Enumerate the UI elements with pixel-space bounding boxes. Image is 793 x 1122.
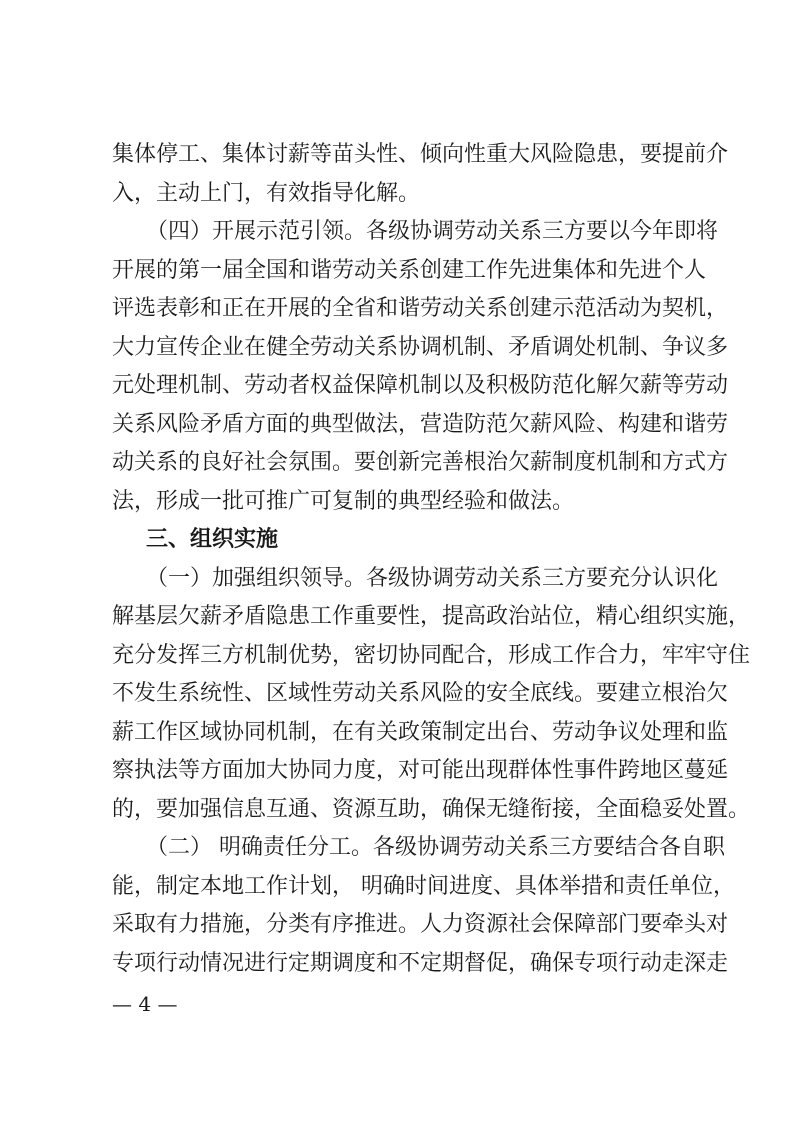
text-line: 开展的第一届全国和谐劳动关系创建工作先进集体和先进个人 <box>112 257 707 283</box>
text-line: 关系风险矛盾方面的典型做法，营造防范欠薪风险、构建和谐劳 <box>112 411 729 437</box>
text-line: 充分发挥三方机制优势，密切协同配合，形成工作合力，牢牢守住 <box>112 642 751 668</box>
text-line: 采取有力措施，分类有序推进。人力资源社会保障部门要牵头对 <box>112 912 729 937</box>
text-line: 评选表彰和正在开展的全省和谐劳动关系创建示范活动为契机， <box>112 296 729 321</box>
text-line: 专项行动情况进行定期调度和不定期督促，确保专项行动走深走 <box>112 950 729 976</box>
text-line: 大力宣传企业在健全劳动关系协调机制、矛盾调处机制、争议多 <box>112 334 729 360</box>
text-line: 的，要加强信息互通、资源互助，确保无缝衔接，全面稳妥处置。 <box>112 796 751 822</box>
page-number: — 4 — <box>112 992 178 1016</box>
text-line: 动关系的良好社会氛围。要创新完善根治欠薪制度机制和方式方 <box>112 450 729 475</box>
text-line: 入，主动上门，有效指导化解。 <box>112 180 421 206</box>
chapter-heading: 三、组织实施 <box>146 527 279 552</box>
section-heading-1: （一）加强组织领导。各级协调劳动关系三方要充分认识化 <box>146 565 719 591</box>
section-heading-2: （二） 明确责任分工。各级协调劳动关系三方要结合各自职 <box>146 835 725 860</box>
text-line: 集体停工、集体讨薪等苗头性、倾向性重大风险隐患，要提前介 <box>112 142 729 167</box>
text-line: 能，制定本地工作计划， 明确时间进度、具体举措和责任单位， <box>112 873 735 899</box>
section-heading-4: （四）开展示范引领。各级协调劳动关系三方要以今年即将 <box>146 219 719 244</box>
body-text <box>112 136 751 983</box>
text-line: 薪工作区域协同机制，在有关政策制定出台、劳动争议处理和监 <box>112 719 729 745</box>
text-line: 察执法等方面加大协同力度，对可能出现群体性事件跨地区蔓延 <box>112 758 729 783</box>
text-line: 法，形成一批可推广可复制的典型经验和做法。 <box>112 488 575 514</box>
text-line: 解基层欠薪矛盾隐患工作重要性，提高政治站位，精心组织实施， <box>112 604 751 629</box>
text-line: 元处理机制、劳动者权益保障机制以及积极防范化解欠薪等劳动 <box>112 373 729 398</box>
text-line: 不发生系统性、区域性劳动关系风险的安全底线。要建立根治欠 <box>112 681 729 706</box>
